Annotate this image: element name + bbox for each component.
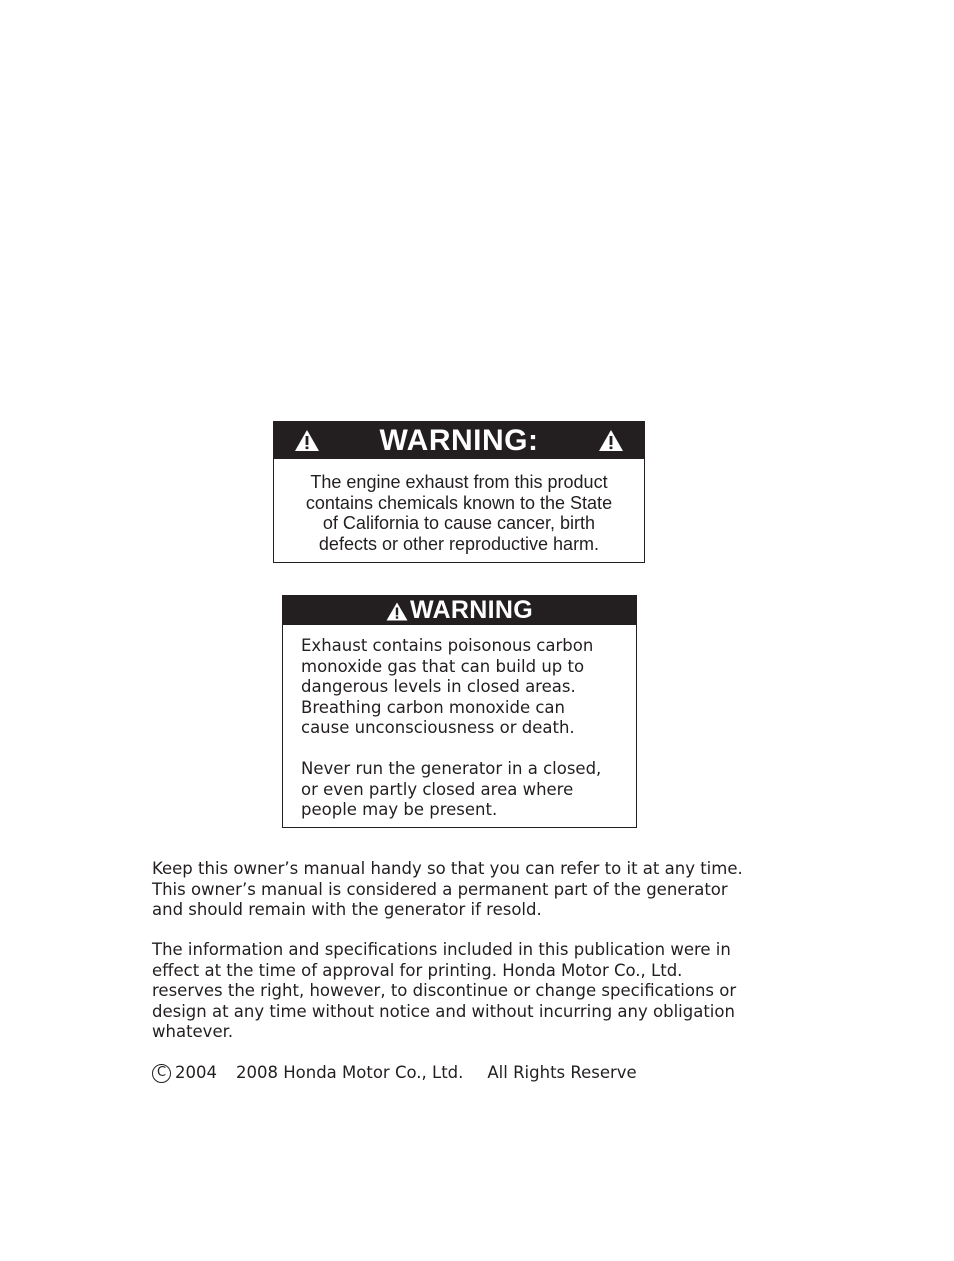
copyright-symbol-icon: C [152,1064,171,1083]
copyright-rights: All Rights Reserve [487,1063,637,1082]
co-warning-paragraph [301,759,636,821]
co-warning-title: WARNING [410,596,533,624]
specifications-notice-line: The information and specifications included in this publication were in [152,940,731,959]
prop65-warning-line: contains chemicals known to the State [305,492,613,513]
co-warning-line: or even partly closed area where [301,779,574,799]
co-warning-box [282,595,637,828]
co-warning-text [283,625,636,821]
warning-triangle-icon [598,429,624,452]
manual-notice-line: and should remain with the generator if resold. [152,900,542,919]
co-warning-line: Exhaust contains poisonous carbon [301,636,594,655]
co-warning-line: dangerous levels in closed areas. [301,677,576,696]
specifications-notice-line: reserves the right, however, to discontinue or change specifications or [152,981,737,1000]
prop65-warning-header [274,422,644,459]
co-warning-paragraph [301,636,636,739]
specifications-notice-paragraph [152,940,792,1043]
prop65-warning-text [274,459,644,554]
co-warning-line: Breathing carbon monoxide can [301,697,565,717]
warning-triangle-icon [386,602,408,621]
manual-notice-paragraph [152,859,792,921]
co-warning-line: people may be present. [301,800,498,819]
co-warning-header [283,596,636,625]
prop65-warning-line: defects or other reproductive harm. [318,533,600,554]
specifications-notice-line: design at any time without notice and without incurring any obligation [152,1001,735,1021]
manual-notice-line: Keep this owner’s manual handy so that you can refer to it at any time. [152,859,743,878]
co-warning-line: monoxide gas that can build up to [301,656,585,676]
copyright-year-end-company: 2008 Honda Motor Co., Ltd. [236,1063,464,1082]
specifications-notice-line: effect at the time of approval for printing. Honda Motor Co., Ltd. [152,960,683,980]
prop65-warning-title: WARNING: [379,424,539,457]
copyright-line [152,1063,637,1084]
co-warning-line: Never run the generator in a closed, [301,759,602,778]
specifications-notice-line: whatever. [152,1022,234,1041]
copyright-year-start: 2004 [175,1063,217,1082]
co-warning-line: cause unconsciousness or death. [301,718,575,737]
prop65-warning-line: of California to cause cancer, birth [322,513,596,533]
prop65-warning-box [273,421,645,563]
prop65-warning-line: The engine exhaust from this product [310,472,608,492]
manual-notice-line: This owner’s manual is considered a permanent part of the generator [152,879,728,899]
